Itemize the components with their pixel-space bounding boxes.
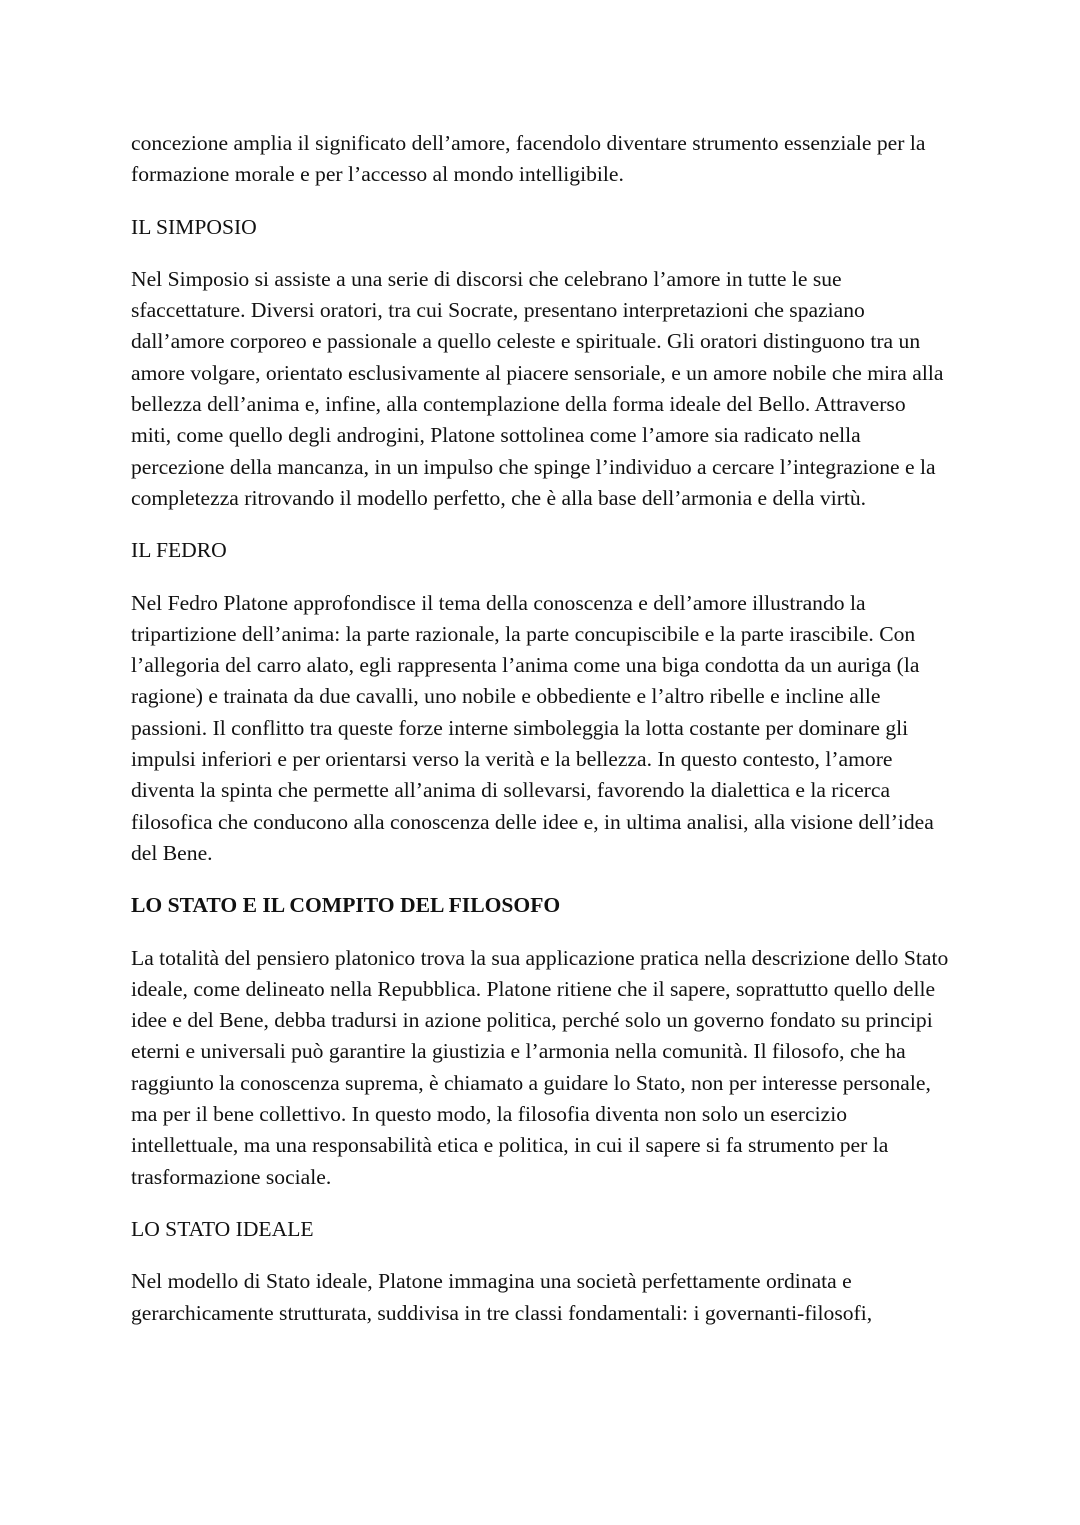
heading-il-simposio: IL SIMPOSIO [131, 214, 257, 239]
heading-stato-ideale: LO STATO IDEALE [131, 1216, 314, 1241]
paragraph-stato-filosofo: La totalità del pensiero platonico trova la sua applicazione pratica nella descrizione dello Stato ideale, come delineato nella Repubblica. Platone ritiene che il sapere, soprattutto quello delle idee e del Bene, debba tradursi in azione politica, perché solo un governo fondato su principi eterni e universali può garantire la giustizia e l’armonia nella comunità. Il filosofo, che ha raggiunto la conoscenza suprema, è chiamato a guidare lo Stato, non per interesse personale, ma per il bene collettivo. In questo modo, la filosofia diventa non solo un esercizio intellettuale, ma una responsabilità etica e politica, in cui il sapere si fa strumento per la trasformazione sociale. [131, 945, 949, 1189]
paragraph-intro-continuation: concezione amplia il significato dell’amore, facendolo diventare strumento essenziale per la formazione morale e per l’accesso al mondo intelligibile. [131, 131, 926, 187]
paragraph-simposio: Nel Simposio si assiste a una serie di discorsi che celebrano l’amore in tutte le sue sfaccettature. Diversi oratori, tra cui Socrate, presentano interpretazioni che spaziano dall’amore corporeo e passionale a quello celeste e spirituale. Gli oratori distinguono tra un amore volgare, orientato esclusivamente al piacere sensoriale, e un amore nobile che mira alla bellezza dell’anima e, infine, alla contemplazione della forma ideale del Bello. Attraverso miti, come quello degli androgini, Platone sottolinea come l’amore sia radicato nella percezione della mancanza, in un impulso che spinge l’individuo a cercare l’integrazione e la completezza ritrovando il modello perfetto, che è alla base dell’armonia e della virtù. [131, 266, 944, 510]
paragraph-fedro: Nel Fedro Platone approfondisce il tema della conoscenza e dell’amore illustrando la tripartizione dell’anima: la parte razionale, la parte concupiscibile e la parte irascibile. Con l’allegoria del carro alato, egli rappresenta l’anima come una biga condotta da un auriga (la ragione) e trainata da due cavalli, uno nobile e obbediente e l’altro ribelle e incline alle passioni. Il conflitto tra queste forze interne simboleggia la lotta costante per dominare gli impulsi inferiori e per orientarsi verso la verità e la bellezza. In questo contesto, l’amore diventa la spinta che permette all’anima di sollevarsi, favorendo la dialettica e la ricerca filosofica che conducono alla conoscenza delle idee e, in ultima analisi, alla visione dell’idea del Bene. [131, 590, 934, 865]
document-page [131, 128, 951, 1350]
heading-stato-compito-filosofo: LO STATO E IL COMPITO DEL FILOSOFO [131, 893, 561, 918]
heading-il-fedro: IL FEDRO [131, 538, 227, 563]
paragraph-stato-ideale: Nel modello di Stato ideale, Platone immagina una società perfettamente ordinata e gerarchicamente strutturata, suddivisa in tre classi fondamentali: i governanti-filosofi, [131, 1269, 873, 1325]
